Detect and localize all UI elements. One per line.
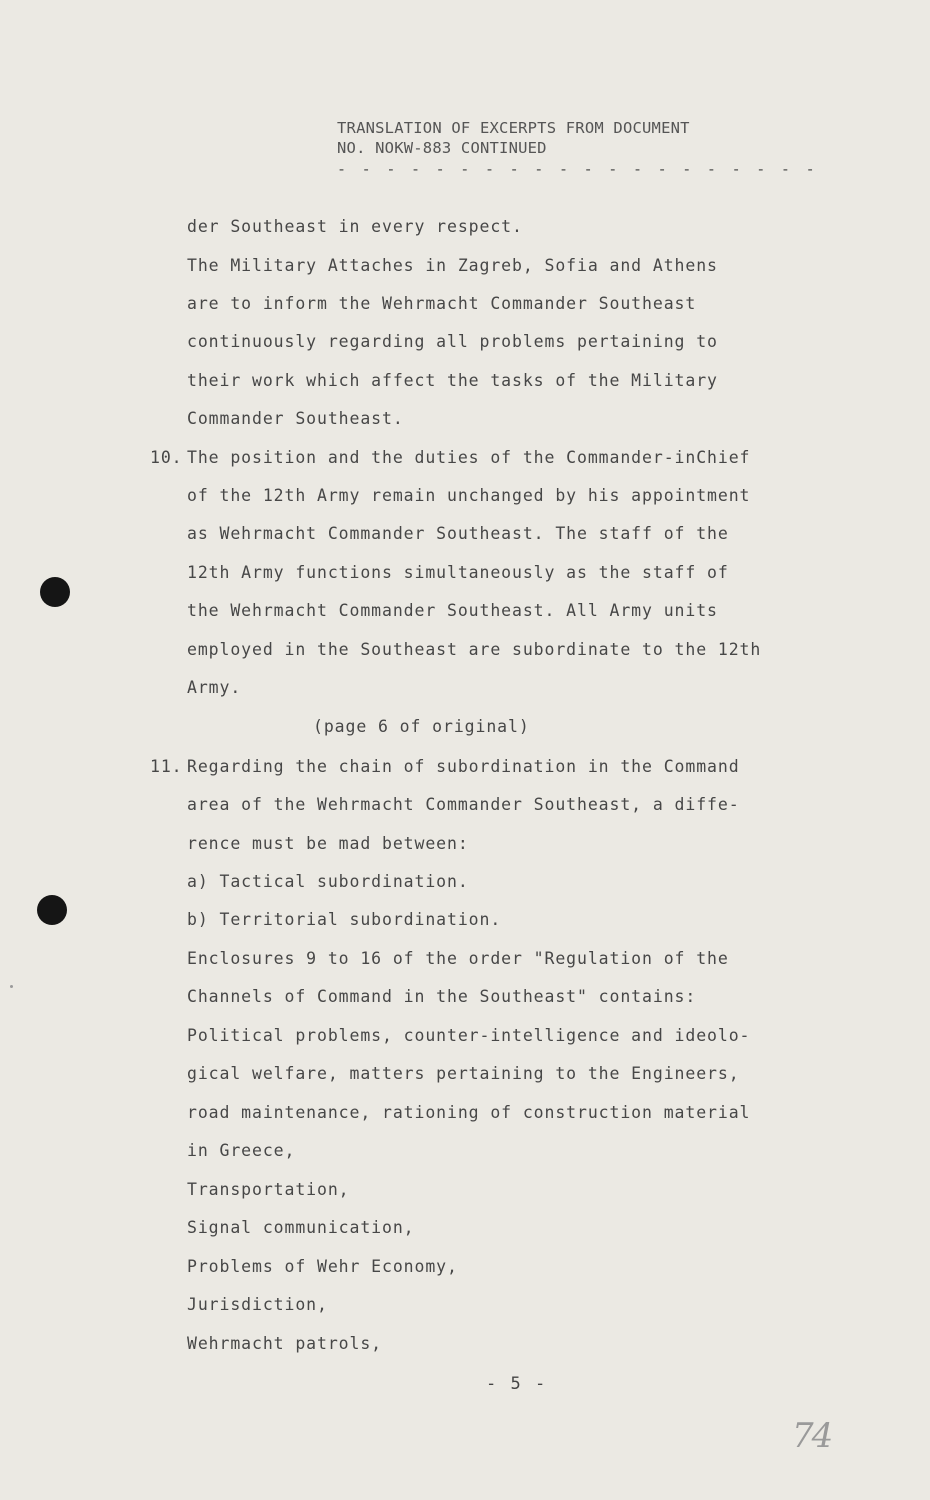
text-line: Commander Southeast. [187,409,404,428]
item-number-11: 11. [150,757,183,776]
text-line: Channels of Command in the Southeast" contains: [187,987,697,1006]
item-number-10: 10. [150,448,183,467]
header-dashed-rule: - - - - - - - - - - - - - - - - - - - - [337,160,818,178]
text-line: continuously regarding all problems pertaining to [187,332,718,351]
text-line: der Southeast in every respect. [187,217,523,236]
text-line: in Greece, [187,1141,296,1160]
text-line: the Wehrmacht Commander Southeast. All Army units [187,601,718,620]
text-line: as Wehrmacht Commander Southeast. The staff of the [187,524,729,543]
text-line: Regarding the chain of subordination in the Command [187,757,740,776]
text-line: road maintenance, rationing of construction material [187,1103,751,1122]
handwritten-page-number: 74 [792,1416,832,1456]
text-line: Wehrmacht patrols, [187,1334,383,1353]
header-title-line-2: NO. NOKW-883 CONTINUED [337,139,547,157]
text-line: Transportation, [187,1180,350,1199]
text-line: are to inform the Wehrmacht Commander Southeast [187,294,697,313]
text-line: area of the Wehrmacht Commander Southeast, a diffe- [187,795,740,814]
text-line: Enclosures 9 to 16 of the order "Regulation of the [187,949,729,968]
punch-hole-upper [40,577,70,607]
text-line: employed in the Southeast are subordinate to the 12th [187,640,762,659]
text-line: The position and the duties of the Commander-inChief [187,448,751,467]
text-line: Political problems, counter-intelligence and ideolo- [187,1026,751,1045]
header-title-line-1: TRANSLATION OF EXCERPTS FROM DOCUMENT [337,119,690,137]
page-number: - 5 - [486,1374,548,1394]
text-line: of the 12th Army remain unchanged by his appointment [187,486,751,505]
punch-hole-lower [37,895,67,925]
text-line: Signal communication, [187,1218,415,1237]
document-header [337,118,690,158]
paper-speck [10,985,13,988]
text-line: gical welfare, matters pertaining to the Engineers, [187,1064,740,1083]
text-line: Jurisdiction, [187,1295,328,1314]
text-line: a) Tactical subordination. [187,872,469,891]
page-reference-note: (page 6 of original) [313,717,530,736]
text-line: rence must be mad between: [187,834,469,853]
text-line: The Military Attaches in Zagreb, Sofia and Athens [187,256,718,275]
text-line: Problems of Wehr Economy, [187,1257,458,1276]
text-line: b) Territorial subordination. [187,910,502,929]
text-line: their work which affect the tasks of the Military [187,371,718,390]
text-line: Army. [187,678,242,697]
text-line: 12th Army functions simultaneously as the staff of [187,563,729,582]
